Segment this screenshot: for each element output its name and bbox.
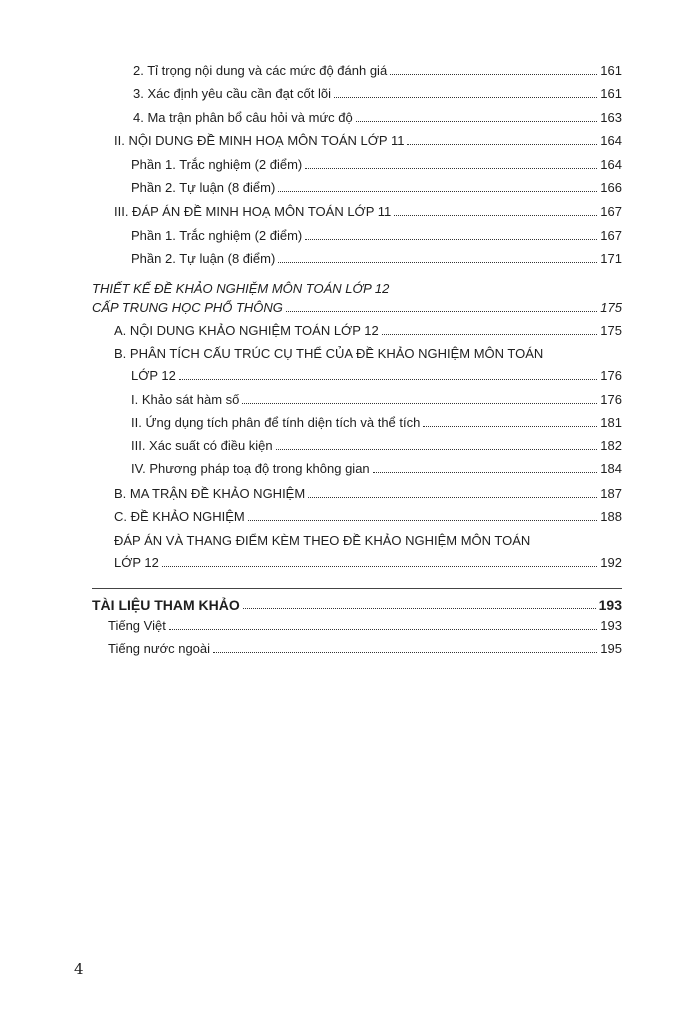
toc-entry-page: 193 [598, 597, 622, 613]
leader-dots [308, 497, 597, 498]
toc-entry [131, 368, 622, 384]
toc-entry-title: Phần 2. Tự luận (8 điểm) [131, 180, 276, 195]
leader-dots [179, 379, 597, 380]
toc-entry-title: Phần 1. Trắc nghiệm (2 điểm) [131, 228, 303, 243]
toc-entry-title: I. Khảo sát hàm số [131, 392, 240, 407]
toc-entry-title: 3. Xác định yêu cầu cần đạt cốt lõi [133, 86, 332, 101]
toc-entry [131, 392, 622, 408]
toc-entry [114, 323, 622, 339]
toc-entry [131, 180, 622, 196]
toc-entry-page: 175 [600, 300, 622, 315]
toc-entry-title: II. NỘI DUNG ĐỀ MINH HOẠ MÔN TOÁN LỚP 11 [114, 133, 405, 148]
leader-dots [162, 566, 597, 567]
leader-dots [373, 472, 598, 473]
toc-entry-page: 188 [600, 509, 622, 524]
leader-dots [276, 449, 598, 450]
toc-entry [131, 157, 622, 173]
leader-dots [394, 215, 597, 216]
toc-entry-title: A. NỘI DUNG KHẢO NGHIỆM TOÁN LỚP 12 [114, 323, 379, 338]
toc-entry-page: 163 [600, 110, 622, 125]
leader-dots [334, 97, 597, 98]
toc-entry-title: Tiếng nước ngoài [108, 641, 211, 656]
toc-entry-title: II. Ứng dụng tích phân để tính diện tích và thể tích [131, 415, 421, 430]
toc-entry-page: 192 [600, 555, 622, 570]
toc-entry-page: 164 [600, 133, 622, 148]
toc-entry-page: 181 [600, 415, 622, 430]
section-title-dap-an: ĐÁP ÁN VÀ THANG ĐIỂM KÈM THEO ĐỀ KHẢO NGHIỆM MÔN TOÁN [114, 533, 531, 548]
leader-dots [390, 74, 597, 75]
toc-entry [131, 461, 622, 477]
toc-entry [114, 509, 622, 525]
toc-entry-page: 175 [600, 323, 622, 338]
section-title-thiet-ke: THIẾT KẾ ĐỀ KHẢO NGHIỆM MÔN TOÁN LỚP 12 [92, 281, 390, 296]
leader-dots [243, 608, 596, 609]
toc-entry [114, 133, 622, 149]
toc-entry-title: B. MA TRẬN ĐỀ KHẢO NGHIỆM [114, 486, 306, 501]
toc-entry [92, 597, 622, 613]
toc-entry-page: 187 [600, 486, 622, 501]
leader-dots [213, 652, 597, 653]
toc-entry-page: 171 [600, 251, 622, 266]
page-number: 4 [74, 960, 84, 978]
toc-entry [114, 486, 622, 502]
toc-entry-page: 193 [600, 618, 622, 633]
toc-entry-page: 164 [600, 157, 622, 172]
leader-dots [305, 168, 597, 169]
toc-entry-title: LỚP 12 [114, 555, 159, 570]
toc-entry-title: 4. Ma trận phân bổ câu hỏi và mức độ [133, 110, 353, 125]
toc-entry [133, 63, 622, 79]
toc-entry-page: 161 [600, 86, 622, 101]
toc-entry-page: 182 [600, 438, 622, 453]
leader-dots [356, 121, 598, 122]
toc-entry [131, 415, 622, 431]
toc-entry-title: Phần 1. Trắc nghiệm (2 điểm) [131, 157, 303, 172]
leader-dots [278, 262, 597, 263]
toc-entry-title: C. ĐỀ KHẢO NGHIỆM [114, 509, 245, 524]
toc-entry [131, 438, 622, 454]
toc-entry [114, 204, 622, 220]
toc-entry-title: IV. Phương pháp toạ độ trong không gian [131, 461, 370, 476]
toc-entry [92, 300, 622, 316]
toc-entry-page: 167 [600, 204, 622, 219]
toc-entry [133, 110, 622, 126]
toc-entry-title: III. Xác suất có điều kiện [131, 438, 273, 453]
toc-entry-title: 2. Tỉ trọng nội dung và các mức độ đánh giá [133, 63, 388, 78]
toc-entry [133, 86, 622, 102]
toc-entry-title: CẤP TRUNG HỌC PHỔ THÔNG [92, 300, 283, 315]
toc-entry-title: Tiếng Việt [108, 618, 166, 633]
toc-entry-page: 176 [600, 368, 622, 383]
section-title-phan-tich: B. PHÂN TÍCH CẤU TRÚC CỤ THỂ CỦA ĐỀ KHẢO NGHIỆM MÔN TOÁN [114, 346, 544, 361]
toc-entry [131, 228, 622, 244]
leader-dots [286, 311, 597, 312]
divider [92, 588, 622, 589]
leader-dots [278, 191, 597, 192]
leader-dots [248, 520, 598, 521]
toc-entry-title: Phần 2. Tự luận (8 điểm) [131, 251, 276, 266]
toc-entry-page: 167 [600, 228, 622, 243]
toc-entry [108, 641, 622, 657]
toc-entry [108, 618, 622, 634]
toc-entry-page: 184 [600, 461, 622, 476]
leader-dots [407, 144, 597, 145]
leader-dots [242, 403, 597, 404]
leader-dots [305, 239, 597, 240]
toc-entry-page: 195 [600, 641, 622, 656]
toc-entry-page: 166 [600, 180, 622, 195]
toc-entry-page: 176 [600, 392, 622, 407]
toc-entry-title: III. ĐÁP ÁN ĐỀ MINH HOẠ MÔN TOÁN LỚP 11 [114, 204, 392, 219]
toc-entry [131, 251, 622, 267]
leader-dots [382, 334, 598, 335]
toc-entry-title: LỚP 12 [131, 368, 176, 383]
toc-entry-page: 161 [600, 63, 622, 78]
toc-entry-title: TÀI LIỆU THAM KHẢO [92, 597, 240, 613]
toc-entry [114, 555, 622, 571]
leader-dots [169, 629, 597, 630]
leader-dots [423, 426, 597, 427]
